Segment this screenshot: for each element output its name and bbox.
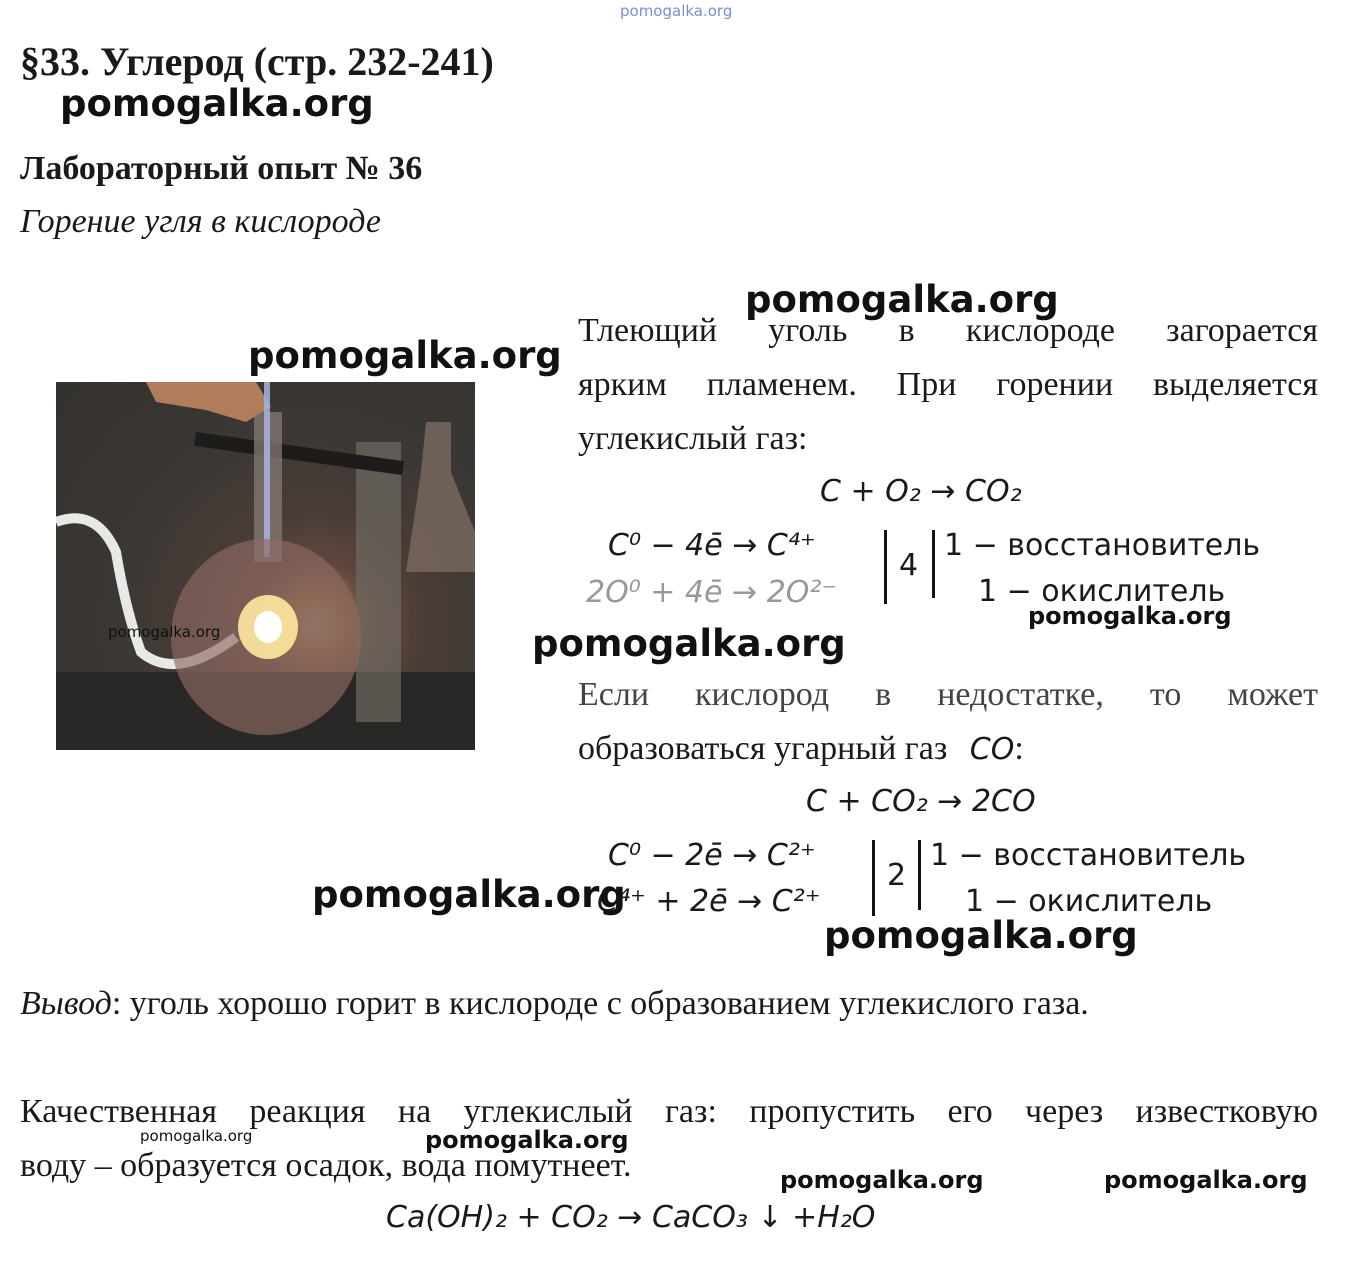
half-reaction: 2O⁰ + 4ē → 2O²⁻: [586, 575, 838, 610]
role-label: 1 − окислитель: [965, 884, 1213, 919]
punctuation: :: [1014, 730, 1024, 767]
watermark: pomogalka.org: [1028, 602, 1232, 630]
role-label: 1 − окислитель: [978, 574, 1226, 609]
half-reaction: C⁰ − 2ē → C²⁺: [608, 838, 816, 873]
watermark: pomogalka.org: [140, 1127, 253, 1145]
role-label: 1 − восстановитель: [944, 528, 1261, 563]
watermark: pomogalka.org: [824, 914, 1138, 957]
half-reaction: C⁰ − 4ē → C⁴⁺: [608, 528, 816, 563]
paragraph-line: углекислый газ:: [578, 420, 808, 457]
watermark: pomogalka.org: [780, 1166, 984, 1194]
experiment-photo: [56, 382, 475, 750]
divider: [932, 530, 935, 598]
paragraph-text: образоваться угарный газ: [578, 730, 948, 767]
conclusion-text: : уголь хорошо горит в кислороде с образованием углекислого газа.: [111, 985, 1089, 1022]
watermark: pomogalka.org: [312, 873, 626, 916]
watermark: pomogalka.org: [425, 1126, 629, 1154]
page-title: §33. Углерод (стр. 232-241): [20, 39, 494, 84]
divider: [872, 840, 875, 916]
paragraph-line: Тлеющий уголь в кислороде загорается: [578, 312, 1318, 349]
flask-illustration: [56, 382, 475, 750]
lab-title: Лабораторный опыт № 36: [20, 150, 423, 187]
paragraph-line: воду – образуется осадок, вода помутнеет.: [20, 1147, 632, 1184]
equation-main: C + O₂ → CO₂: [820, 474, 1022, 509]
paragraph-line: Если кислород в недостатке, то может: [578, 676, 1318, 713]
lcm-value: 2: [887, 858, 907, 893]
watermark: pomogalka.org: [745, 278, 1059, 321]
watermark: pomogalka.org: [60, 82, 374, 125]
conclusion: [20, 985, 1089, 1023]
paragraph-line: Качественная реакция на углекислый газ: пропустить его через известковую: [20, 1093, 1318, 1130]
equation-main: C + CO₂ → 2CO: [806, 784, 1036, 819]
divider: [918, 840, 921, 910]
divider: [884, 530, 887, 604]
role-label: 1 − восстановитель: [930, 838, 1247, 873]
equation-main: Ca(OH)₂ + CO₂ → CaCO₃ ↓ +H₂O: [386, 1200, 876, 1235]
watermark: pomogalka.org: [1104, 1166, 1308, 1194]
lab-subtitle: Горение угля в кислороде: [20, 203, 381, 240]
watermark-top: pomogalka.org: [620, 2, 733, 20]
paragraph-line: [578, 730, 1024, 768]
watermark-photo: pomogalka.org: [108, 623, 221, 641]
watermark: pomogalka.org: [532, 622, 846, 665]
lcm-value: 4: [899, 548, 919, 583]
paragraph-line: ярким пламенем. При горении выделяется: [578, 366, 1318, 403]
watermark: pomogalka.org: [248, 334, 562, 377]
conclusion-label: Вывод: [20, 985, 112, 1022]
formula: CO: [969, 732, 1015, 767]
half-reaction: C⁴⁺ + 2ē → C²⁺: [597, 884, 821, 919]
